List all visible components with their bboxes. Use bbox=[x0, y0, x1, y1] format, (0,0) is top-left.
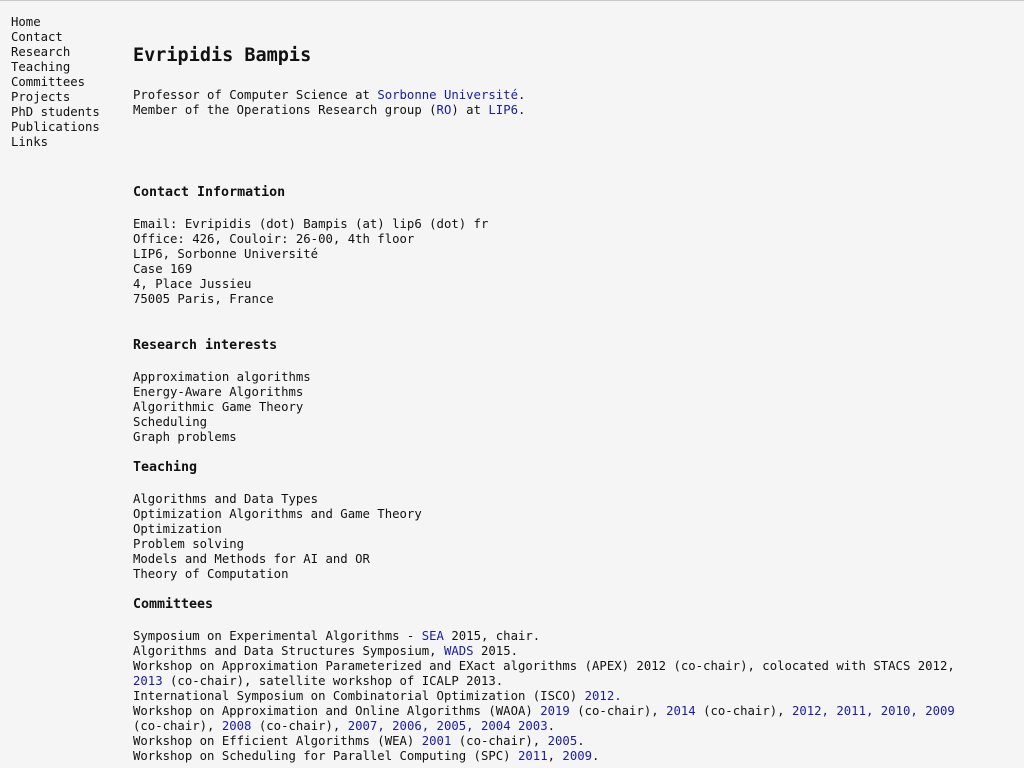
committee-text: (co-chair), bbox=[569, 704, 667, 718]
contact-line: 4, Place Jussieu bbox=[133, 277, 252, 291]
waoa-older-years-link[interactable]: 2007, 2006, 2005, 2004 2003 bbox=[347, 719, 548, 733]
waoa-years-link[interactable]: 2012, 2011, 2010, 2009 bbox=[791, 704, 955, 718]
committee-text: International Symposium on Combinatorial Optimization (ISCO) bbox=[133, 689, 585, 703]
contact-line: Office: 426, Couloir: 26-00, 4th floor bbox=[133, 232, 415, 246]
wads-link[interactable]: WADS bbox=[443, 644, 474, 658]
isco-2012-link[interactable]: 2012. bbox=[584, 689, 622, 703]
teaching-heading: Teaching bbox=[133, 460, 198, 475]
apex-2013-link[interactable]: 2013 bbox=[133, 674, 163, 688]
contact-heading: Contact Information bbox=[133, 185, 286, 200]
committee-line bbox=[133, 689, 955, 704]
teaching-item: Theory of Computation bbox=[133, 567, 289, 581]
committee-line bbox=[133, 704, 955, 719]
committee-text: 2015, chair. bbox=[443, 629, 541, 643]
ro-link[interactable]: RO bbox=[436, 103, 452, 117]
nav-research-link[interactable]: Research bbox=[11, 45, 71, 59]
teaching-item: Problem solving bbox=[133, 537, 245, 551]
research-item: Algorithmic Game Theory bbox=[133, 400, 304, 414]
contact-line: Case 169 bbox=[133, 262, 193, 276]
waoa-2014-link[interactable]: 2014 bbox=[666, 704, 696, 718]
committee-text: Workshop on Approximation and Online Algorithms (WAOA) bbox=[133, 704, 541, 718]
nav-home-link[interactable]: Home bbox=[11, 15, 41, 29]
teaching-item: Optimization Algorithms and Game Theory bbox=[133, 507, 422, 521]
page-title: Evripidis Bampis bbox=[133, 45, 312, 66]
contact-line: 75005 Paris, France bbox=[133, 292, 274, 306]
research-item: Graph problems bbox=[133, 430, 237, 444]
intro-line-1 bbox=[133, 88, 525, 103]
research-section bbox=[133, 338, 311, 445]
spc-2009-link[interactable]: 2009 bbox=[562, 749, 593, 763]
research-item: Scheduling bbox=[133, 415, 208, 429]
committee-line bbox=[133, 674, 955, 689]
committees-section bbox=[133, 597, 955, 764]
lip6-link[interactable]: LIP6 bbox=[488, 103, 519, 117]
intro-section bbox=[133, 88, 525, 118]
nav-links-link[interactable]: Links bbox=[11, 135, 49, 149]
teaching-section bbox=[133, 460, 422, 582]
committee-text: . bbox=[592, 749, 600, 763]
wea-2001-link[interactable]: 2001 bbox=[421, 734, 452, 748]
committee-text: (co-chair), bbox=[133, 719, 222, 733]
committee-text: , bbox=[547, 749, 563, 763]
intro-text: Professor of Computer Science at bbox=[133, 88, 378, 102]
intro-text: . bbox=[517, 88, 526, 102]
committee-text: (co-chair), satellite workshop of ICALP 2013. bbox=[162, 674, 504, 688]
committee-text: Workshop on Scheduling for Parallel Computing (SPC) bbox=[133, 749, 518, 763]
committee-line bbox=[133, 719, 955, 734]
nav-phd-students-link[interactable]: PhD students bbox=[11, 105, 100, 119]
contact-line: Email: Evripidis (dot) Bampis (at) lip6 (dot) fr bbox=[133, 217, 489, 231]
teaching-item: Models and Methods for AI and OR bbox=[133, 552, 370, 566]
committee-line bbox=[133, 749, 955, 764]
committee-text: Workshop on Efficient Algorithms (WEA) bbox=[133, 734, 422, 748]
committee-text: Symposium on Experimental Algorithms - bbox=[133, 629, 422, 643]
wea-2005-link[interactable]: 2005 bbox=[547, 734, 578, 748]
contact-line: LIP6, Sorbonne Université bbox=[133, 247, 319, 261]
sorbonne-link[interactable]: Sorbonne Université bbox=[377, 88, 518, 102]
committee-text: 2015. bbox=[473, 644, 518, 658]
committee-line bbox=[133, 734, 955, 749]
intro-line-2 bbox=[133, 103, 525, 118]
nav-publications-link[interactable]: Publications bbox=[11, 120, 100, 134]
nav-projects-link[interactable]: Projects bbox=[11, 90, 71, 104]
intro-text: . bbox=[518, 103, 526, 117]
contact-section bbox=[133, 185, 488, 307]
committee-text: (co-chair), bbox=[695, 704, 792, 718]
side-navigation bbox=[11, 15, 100, 150]
committees-heading: Committees bbox=[133, 597, 214, 612]
waoa-2008-link[interactable]: 2008 bbox=[221, 719, 252, 733]
committee-line bbox=[133, 644, 955, 659]
committee-line bbox=[133, 659, 955, 674]
committee-line bbox=[133, 629, 955, 644]
intro-text: Member of the Operations Research group ( bbox=[133, 103, 437, 117]
spc-2011-link[interactable]: 2011 bbox=[517, 749, 548, 763]
committee-text: Algorithms and Data Structures Symposium, bbox=[133, 644, 444, 658]
research-item: Energy-Aware Algorithms bbox=[133, 385, 304, 399]
committee-text: . bbox=[577, 734, 585, 748]
teaching-item: Optimization bbox=[133, 522, 222, 536]
nav-committees-link[interactable]: Committees bbox=[11, 75, 86, 89]
research-item: Approximation algorithms bbox=[133, 370, 311, 384]
nav-teaching-link[interactable]: Teaching bbox=[11, 60, 71, 74]
waoa-2019-link[interactable]: 2019 bbox=[540, 704, 570, 718]
teaching-item: Algorithms and Data Types bbox=[133, 492, 319, 506]
committee-text: (co-chair), bbox=[451, 734, 548, 748]
research-heading: Research interests bbox=[133, 338, 278, 353]
sea-link[interactable]: SEA bbox=[421, 629, 444, 643]
nav-contact-link[interactable]: Contact bbox=[11, 30, 63, 44]
committee-text: (co-chair), bbox=[251, 719, 348, 733]
committee-text: Workshop on Approximation Parameterized and EXact algorithms (APEX) 2012 (co-chair), colocated with STACS 2012, bbox=[133, 659, 955, 673]
committee-text: . bbox=[547, 719, 556, 733]
intro-text: ) at bbox=[451, 103, 489, 117]
